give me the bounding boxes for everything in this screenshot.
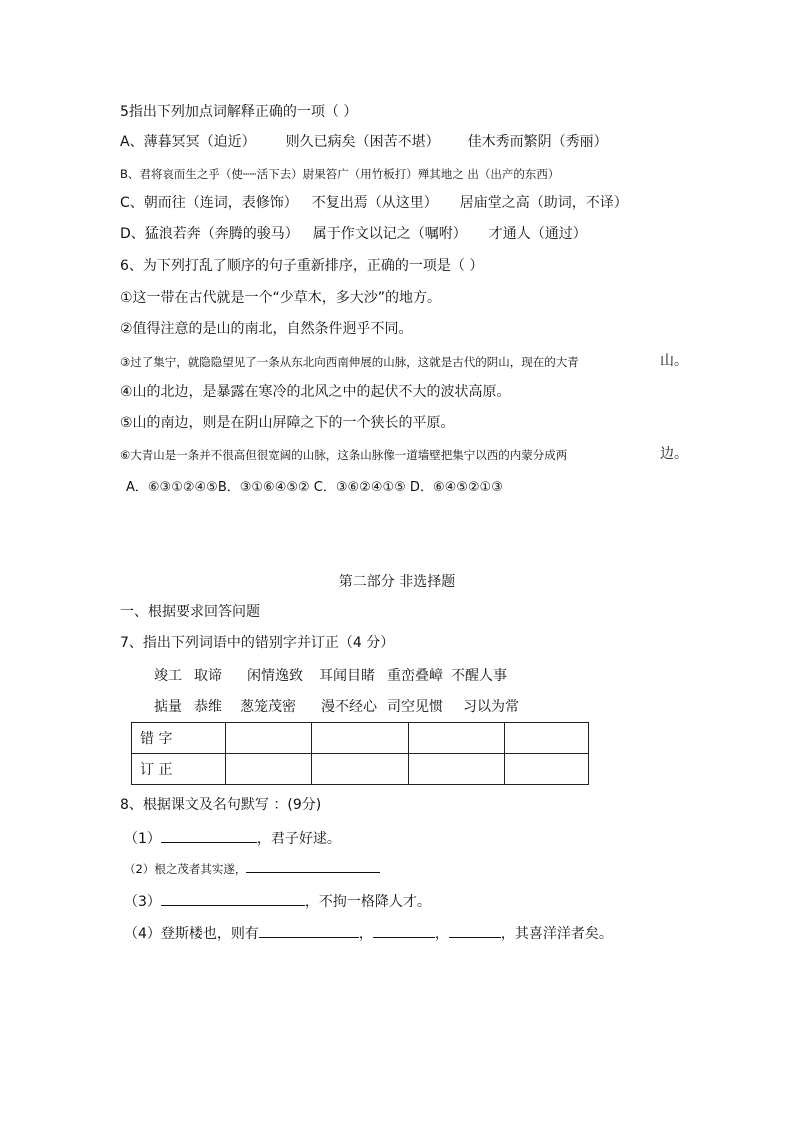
q6-options: A．⑥③①②④⑤B．③①⑥④⑤② C．③⑥②④①⑤ D．⑥④⑤②①③ [126, 480, 503, 495]
q6-stem: 6、为下列打乱了顺序的句子重新排序，正确的一项是（ ） [120, 258, 484, 274]
answer-blank[interactable] [449, 923, 501, 938]
q8-item-1 [124, 828, 341, 848]
q8-item-2 [124, 860, 380, 878]
q8-item-4-end: ，其喜洋洋者矣。 [500, 926, 613, 942]
q5-d-item3: 才通人（通过） [488, 226, 587, 242]
q8-item-4-sep: ， [358, 926, 373, 942]
q5-a-item1: A、薄暮冥冥（迫近） [120, 134, 256, 150]
q8-item-3-num: （3） [124, 894, 161, 910]
q8-item-4-sep: ， [434, 926, 449, 942]
q8-item-3 [124, 891, 431, 911]
q7-word-row-2 [154, 698, 519, 716]
q7-word: 闲情逸致 [247, 668, 303, 684]
q6-sentence-2: ②值得注意的是山的南北，自然条件迥乎不同。 [120, 321, 413, 337]
q8-stem: 8、根据课文及名句默写 ：(9分) [120, 797, 322, 813]
q6-sentence-3-main: ③过了集宁，就隐隐望见了一条从东北向西南伸展的山脉，这就是古代的阴山，现在的大青 [120, 355, 579, 369]
q7-word: 司空见惯 [387, 699, 443, 715]
q7-word: 取谛 [194, 668, 222, 684]
q6-sentence-1: ①这一带在古代就是一个“少草木，多大沙”的地方。 [120, 290, 442, 306]
table-row [132, 754, 589, 785]
answer-blank[interactable] [259, 923, 359, 938]
answer-cell[interactable] [226, 723, 312, 754]
q5-option-b: B、君将哀而生之乎（使┄┄活下去）尉果笞广（用竹板打）殚其地之 出（出产的东西） [120, 167, 560, 181]
answer-blank[interactable] [246, 861, 380, 873]
q8-item-3-text: ，不拘一格降人才。 [304, 894, 431, 910]
q7-word: 恭维 [194, 699, 222, 715]
q6-sentence-3 [120, 353, 579, 371]
q5-option-d [120, 225, 587, 243]
answer-cell[interactable] [312, 754, 409, 785]
answer-cell[interactable] [505, 723, 589, 754]
q5-c-item1: C、朝而往（连词，表修饰） [120, 195, 298, 211]
q5-a-item2: 则久已病矣（困苦不堪） [285, 134, 440, 150]
q7-word: 不醒人事 [451, 668, 507, 684]
table-label-correction: 订 正 [132, 754, 226, 785]
q7-word: 耳闻目睹 [319, 668, 375, 684]
q5-d-item1: D、猛浪若奔（奔腾的骏马） [120, 226, 299, 242]
q5-stem: 5指出下列加点词解释正确的一项（ ） [120, 104, 358, 120]
answer-blank[interactable] [161, 891, 305, 906]
q7-word: 掂量 [154, 699, 182, 715]
q7-word: 习以为常 [463, 699, 519, 715]
q5-option-a [120, 133, 608, 151]
part2-title: 第二部分 非选择题 [338, 574, 456, 590]
q7-word: 漫不经心 [321, 699, 377, 715]
q6-sentence-6 [120, 446, 567, 464]
q5-c-item3: 居庙堂之高（助词，不译） [459, 195, 628, 211]
answer-cell[interactable] [409, 723, 505, 754]
q8-item-4-prefix: （4）登斯楼也，则有 [124, 926, 259, 942]
q7-answer-table [131, 722, 589, 785]
q5-c-item2: 不复出焉（从这里） [311, 195, 438, 211]
q5-option-c [120, 194, 628, 212]
q7-word: 竣工 [154, 668, 182, 684]
answer-blank[interactable] [373, 923, 435, 938]
answer-cell[interactable] [409, 754, 505, 785]
answer-cell[interactable] [312, 723, 409, 754]
q8-item-1-num: （1） [124, 831, 161, 847]
q7-word: 葱笼茂密 [240, 699, 296, 715]
q8-item-2-text: （2）根之茂者其实遂， [124, 862, 247, 876]
q5-a-item3: 佳木秀而繁阴（秀丽） [467, 134, 608, 150]
q6-sentence-6-main: ⑥大青山是一条并不很高但很宽阔的山脉，这条山脉像一道墙壁把集宁以西的内蒙分成两 [120, 448, 568, 462]
q6-sentence-4: ④山的北边，是暴露在寒冷的北风之中的起伏不大的波状高原。 [120, 384, 511, 400]
q8-item-1-text: ，君子好逑。 [256, 831, 341, 847]
answer-cell[interactable] [226, 754, 312, 785]
answer-blank[interactable] [161, 828, 257, 843]
table-row [132, 723, 589, 754]
q5-d-item2: 属于作文以记之（嘱咐） [312, 226, 467, 242]
table-label-wrong-char: 错 字 [132, 723, 226, 754]
q6-sentence-5: ⑤山的南边，则是在阴山屏障之下的一个狭长的平原。 [120, 415, 455, 431]
q7-stem: 7、指出下列词语中的错别字并订正（4 分） [120, 635, 395, 651]
q7-word: 重峦叠嶂 [387, 668, 443, 684]
q6-sentence-6-tail: 边。 [660, 446, 688, 462]
section-1-heading: 一、根据要求回答问题 [120, 604, 260, 620]
q7-word-row-1 [154, 667, 507, 685]
q8-item-4 [124, 923, 613, 943]
answer-cell[interactable] [505, 754, 589, 785]
q6-sentence-3-tail: 山。 [660, 353, 688, 369]
